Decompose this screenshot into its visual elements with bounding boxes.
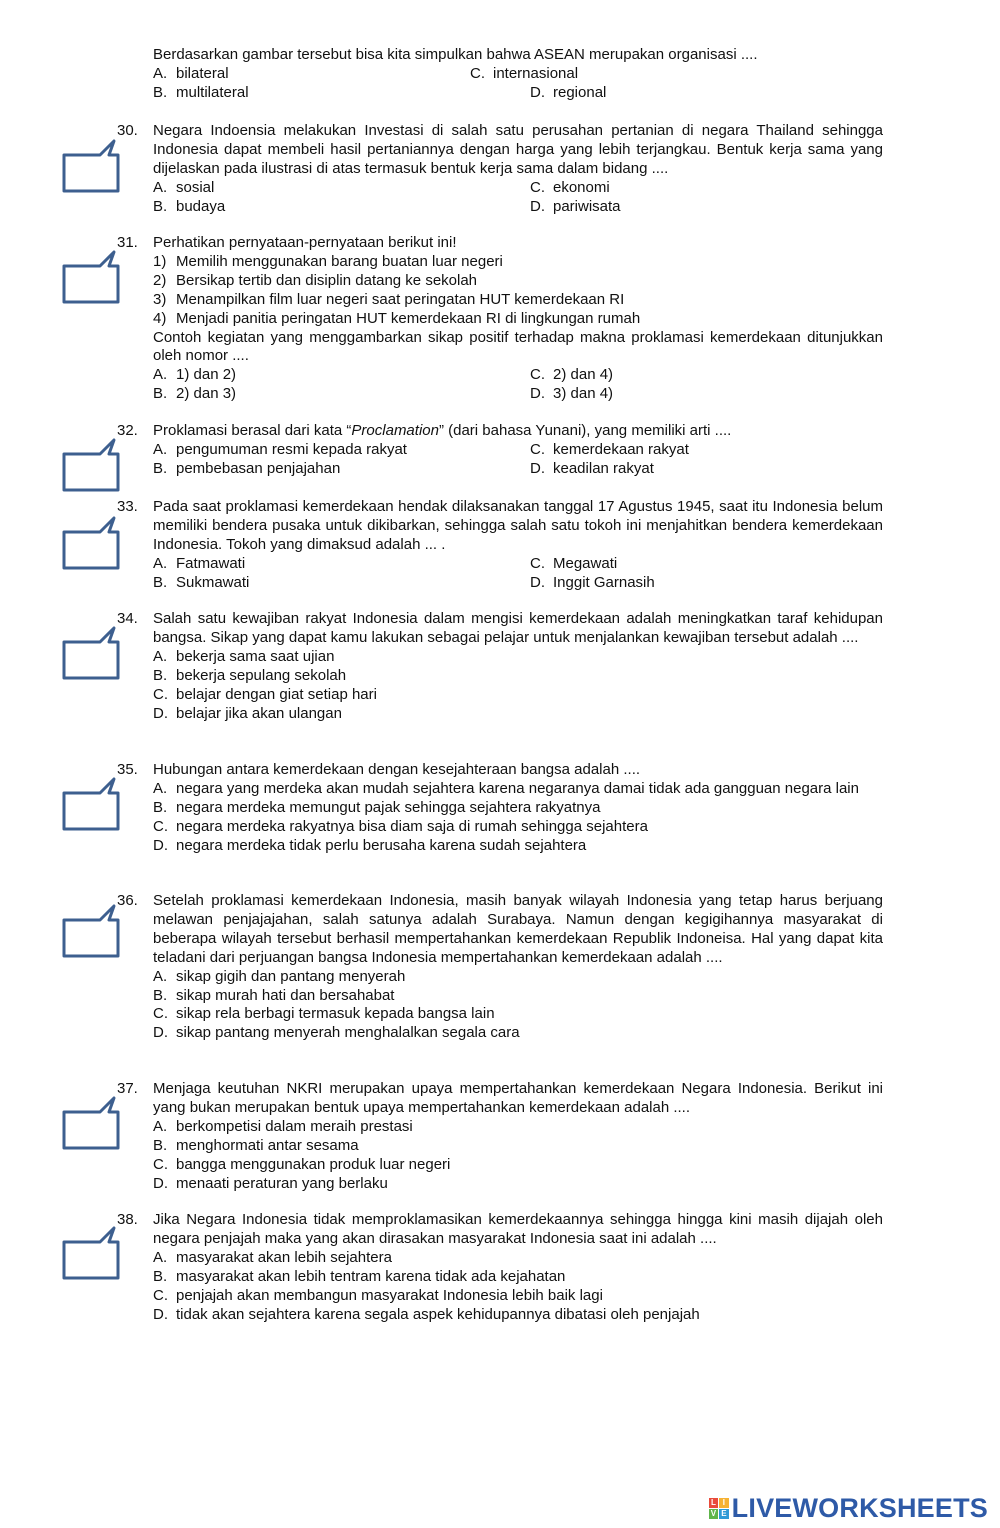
question-text: Pada saat proklamasi kemerdekaan hendak dilaksanakan tanggal 17 Agustus 1945, saat itu Indonesia belum memiliki bendera pusaka untuk dikibarkan, sehingga salah satu tokoh ini menjahitkan bendera kemerdekaan Indonesia. Tokoh yang dimaksud adalah ... . — [153, 498, 883, 553]
option-a: A. sosial — [153, 178, 215, 196]
option-a: A. pengumuman resmi kepada rakyat — [153, 440, 407, 458]
question-37 — [117, 1080, 883, 1193]
intro-option-c: C. internasional — [470, 64, 579, 82]
question-30 — [117, 122, 883, 217]
option-a: A. masyarakat akan lebih sejahtera — [153, 1248, 392, 1266]
liveworksheets-logo — [709, 1492, 988, 1523]
option-d: D. 3) dan 4) — [530, 385, 614, 403]
answer-box-34[interactable] — [56, 622, 126, 682]
option-d: D. Inggit Garnasih — [530, 573, 655, 591]
question-text: Proklamasi berasal dari kata “Proclamation” (dari bahasa Yunani), yang memiliki arti .... — [153, 422, 732, 439]
option-d: D. sikap pantang menyerah menghalalkan segala cara — [153, 1024, 520, 1042]
option-b: B. bekerja sepulang sekolah — [153, 666, 347, 684]
options-grid — [153, 366, 883, 404]
option-d: D. keadilan rakyat — [530, 459, 654, 477]
option-c: C. ekonomi — [530, 178, 610, 196]
option-b: B. budaya — [153, 197, 226, 215]
intro-block — [153, 46, 883, 103]
statement-4: 4) Menjadi panitia peringatan HUT kemerdekaan RI di lingkungan rumah — [153, 309, 641, 327]
options-grid — [153, 441, 883, 479]
intro-option-b: B. multilateral — [153, 83, 249, 101]
option-a: A. 1) dan 2) — [153, 366, 237, 384]
option-b: B. menghormati antar sesama — [153, 1136, 359, 1154]
question-32 — [117, 422, 883, 479]
logo-text: LIVEWORKSHEETS — [731, 1492, 988, 1523]
question-number: 38. — [117, 1211, 138, 1228]
option-c: C. bangga menggunakan produk luar negeri — [153, 1155, 451, 1173]
option-a: A. bekerja sama saat ujian — [153, 647, 335, 665]
question-36 — [117, 892, 883, 1043]
question-text: Menjaga keutuhan NKRI merupakan upaya mempertahankan kemerdekaan Negara Indonesia. Berikut ini yang bukan merupakan bentuk upaya mempertahankan kemerdekaan adalah .... — [153, 1080, 883, 1116]
option-b: B. negara merdeka memungut pajak sehingga sejahtera rakyatnya — [153, 798, 601, 816]
option-c: C. penjajah akan membangun masyarakat Indonesia lebih baik lagi — [153, 1286, 603, 1304]
option-a: A. negara yang merdeka akan mudah sejahtera karena negaranya damai tidak ada gangguan negara lain — [153, 779, 859, 797]
intro-options — [153, 65, 883, 84]
answer-box-35[interactable] — [56, 773, 126, 833]
option-d: D. negara merdeka tidak perlu berusaha karena sudah sejahtera — [153, 836, 587, 854]
option-c: C. negara merdeka rakyatnya bisa diam saja di rumah sehingga sejahtera — [153, 817, 648, 835]
options-grid — [153, 555, 883, 593]
question-number: 36. — [117, 892, 138, 909]
statement-1: 1) Memilih menggunakan barang buatan luar negeri — [153, 252, 503, 270]
intro-option-d: D. regional — [530, 83, 607, 101]
question-number: 35. — [117, 761, 138, 778]
option-b: B. 2) dan 3) — [153, 385, 237, 403]
question-text: Hubungan antara kemerdekaan dengan kesejahteraan bangsa adalah .... — [153, 761, 641, 778]
option-a: A. Fatmawati — [153, 554, 246, 572]
option-c: C. belajar dengan giat setiap hari — [153, 685, 377, 703]
option-d: D. pariwisata — [530, 197, 621, 215]
option-d: D. menaati peraturan yang berlaku — [153, 1174, 388, 1192]
option-b: B. sikap murah hati dan bersahabat — [153, 986, 395, 1004]
question-38 — [117, 1211, 883, 1324]
question-31 — [117, 234, 883, 404]
liveworksheets-logo-icon: L I V E — [709, 1498, 729, 1518]
option-c: C. kemerdekaan rakyat — [530, 440, 689, 458]
option-a: A. berkompetisi dalam meraih prestasi — [153, 1117, 413, 1135]
answer-box-36[interactable] — [56, 900, 126, 960]
statement-3: 3) Menampilkan film luar negeri saat peringatan HUT kemerdekaan RI — [153, 290, 625, 308]
option-d: D. belajar jika akan ulangan — [153, 704, 342, 722]
options-grid — [153, 179, 883, 217]
answer-box-32[interactable] — [56, 434, 126, 494]
answer-box-33[interactable] — [56, 512, 126, 572]
option-b: B. pembebasan penjajahan — [153, 459, 341, 477]
option-b: B. masyarakat akan lebih tentram karena tidak ada kejahatan — [153, 1267, 566, 1285]
answer-box-31[interactable] — [56, 246, 126, 306]
statement-2: 2) Bersikap tertib dan disiplin datang ke sekolah — [153, 271, 478, 289]
question-34 — [117, 610, 883, 723]
option-a: A. sikap gigih dan pantang menyerah — [153, 967, 406, 985]
question-number: 37. — [117, 1080, 138, 1097]
question-text-continued: Contoh kegiatan yang menggambarkan sikap positif terhadap makna proklamasi kemerdekaan ditunjukkan oleh nomor .... — [153, 328, 883, 365]
answer-box-30[interactable] — [56, 135, 126, 195]
question-number: 30. — [117, 122, 138, 139]
question-text: Perhatikan pernyataan-pernyataan berikut ini! — [153, 234, 457, 251]
question-number: 32. — [117, 422, 138, 439]
question-text: Salah satu kewajiban rakyat Indonesia dalam mengisi kemerdekaan adalah meningkatkan taraf kehidupan bangsa. Sikap yang dapat kamu lakukan sebagai pelajar untuk menjalankan kewajiban tersebut adalah .... — [153, 610, 883, 646]
option-b: B. Sukmawati — [153, 573, 250, 591]
option-c: C. 2) dan 4) — [530, 366, 614, 384]
question-text: Jika Negara Indonesia tidak memproklamasikan kemerdekaannya sehingga hingga kini masih dijajah oleh negara penjajah maka yang akan dirasakan masyarakat Indonesia saat ini adalah .... — [153, 1211, 883, 1247]
question-text: Setelah proklamasi kemerdekaan Indonesia, masih banyak wilayah Indonesia yang tetap harus berjuang melawan penjajajahan, salah satunya adalah Surabaya. Namun dengan kegigihannya masyarakat di beberapa wilayah tersebut berhasil mempertahankan kemerdekaan Republik Indoneisa. Hal yang dapat kita teladani dari perjuangan bangsa Indonesia mempertahankan kemerdekaan adalah .... — [153, 892, 883, 966]
option-c: C. sikap rela berbagi termasuk kepada bangsa lain — [153, 1005, 495, 1023]
intro-option-a: A. bilateral — [153, 64, 229, 82]
question-text: Negara Indoensia melakukan Investasi di salah satu perusahan pertanian di negara Thailand sehingga Indonesia dapat membeli hasil pertaniannya dengan harga yang lebih terjangkau. Bentuk kerja sama yang dijelaskan pada ilustrasi di atas termasuk bentuk kerja sama dalam bidang .... — [153, 122, 883, 177]
question-33 — [117, 498, 883, 593]
question-number: 33. — [117, 498, 138, 515]
answer-box-37[interactable] — [56, 1092, 126, 1152]
option-c: C. Megawati — [530, 554, 618, 572]
answer-box-38[interactable] — [56, 1222, 126, 1282]
intro-text: Berdasarkan gambar tersebut bisa kita simpulkan bahwa ASEAN merupakan organisasi .... — [153, 46, 758, 63]
question-35 — [117, 761, 883, 856]
question-number: 31. — [117, 234, 138, 251]
option-d: D. tidak akan sejahtera karena segala aspek kehidupannya dibatasi oleh penjajah — [153, 1305, 700, 1323]
question-number: 34. — [117, 610, 138, 627]
